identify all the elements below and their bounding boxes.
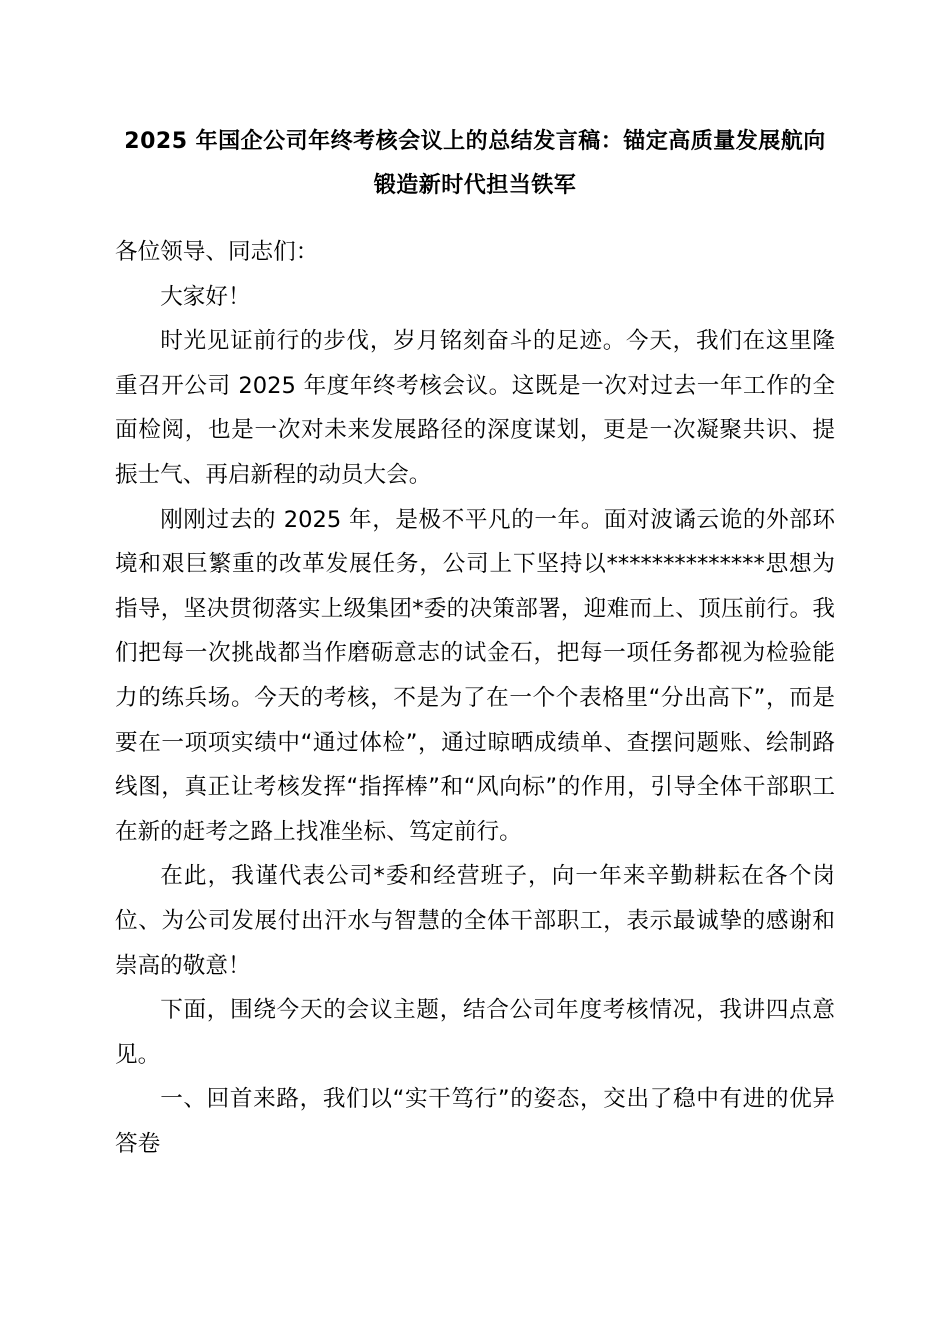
section-heading-1: 一、回首来路，我们以“实干笃行”的姿态，交出了稳中有进的优异答卷	[115, 1086, 835, 1157]
paragraph-opening: 时光见证前行的步伐，岁月铭刻奋斗的足迹。今天，我们在这里隆重召开公司 2025 年度年终考核会议。这既是一次对过去一年工作的全面检阅，也是一次对未来发展路径的深度谋划，更是一次凝聚共识、提振士气、再启新程的动员大会。	[115, 328, 835, 488]
paragraph-outline: 下面，围绕今天的会议主题，结合公司年度考核情况，我讲四点意见。	[115, 997, 835, 1068]
paragraph-thanks: 在此，我谨代表公司*委和经营班子，向一年来辛勤耕耘在各个岗位、为公司发展付出汗水与智慧的全体干部职工，表示最诚挚的感谢和崇高的敬意！	[115, 863, 835, 979]
document-title: 2025 年国企公司年终考核会议上的总结发言稿：锚定高质量发展航向 锻造新时代担当铁军	[124, 129, 826, 198]
paragraph-review: 刚刚过去的 2025 年，是极不平凡的一年。面对波谲云诡的外部环境和艰巨繁重的改革发展任务，公司上下坚持以**************思想为指导，坚决贯彻落实上级集团*委的决策部署，迎难而上、顶压前行。我们把每一次挑战都当作磨砺意志的试金石，把每一项任务都视为检验能力的练兵场。今天的考核，不是为了在一个个表格里“分出高下”，而是要在一项项实绩中“通过体检”，通过晾晒成绩单、查摆问题账、绘制路线图，真正让考核发挥“指挥棒”和“风向标”的作用，引导全体干部职工在新的赶考之路上找准坐标、笃定前行。	[115, 506, 835, 845]
salutation: 各位领导、同志们：	[115, 239, 319, 265]
paragraph-greeting: 大家好！	[160, 283, 251, 310]
document-body	[115, 230, 835, 1166]
